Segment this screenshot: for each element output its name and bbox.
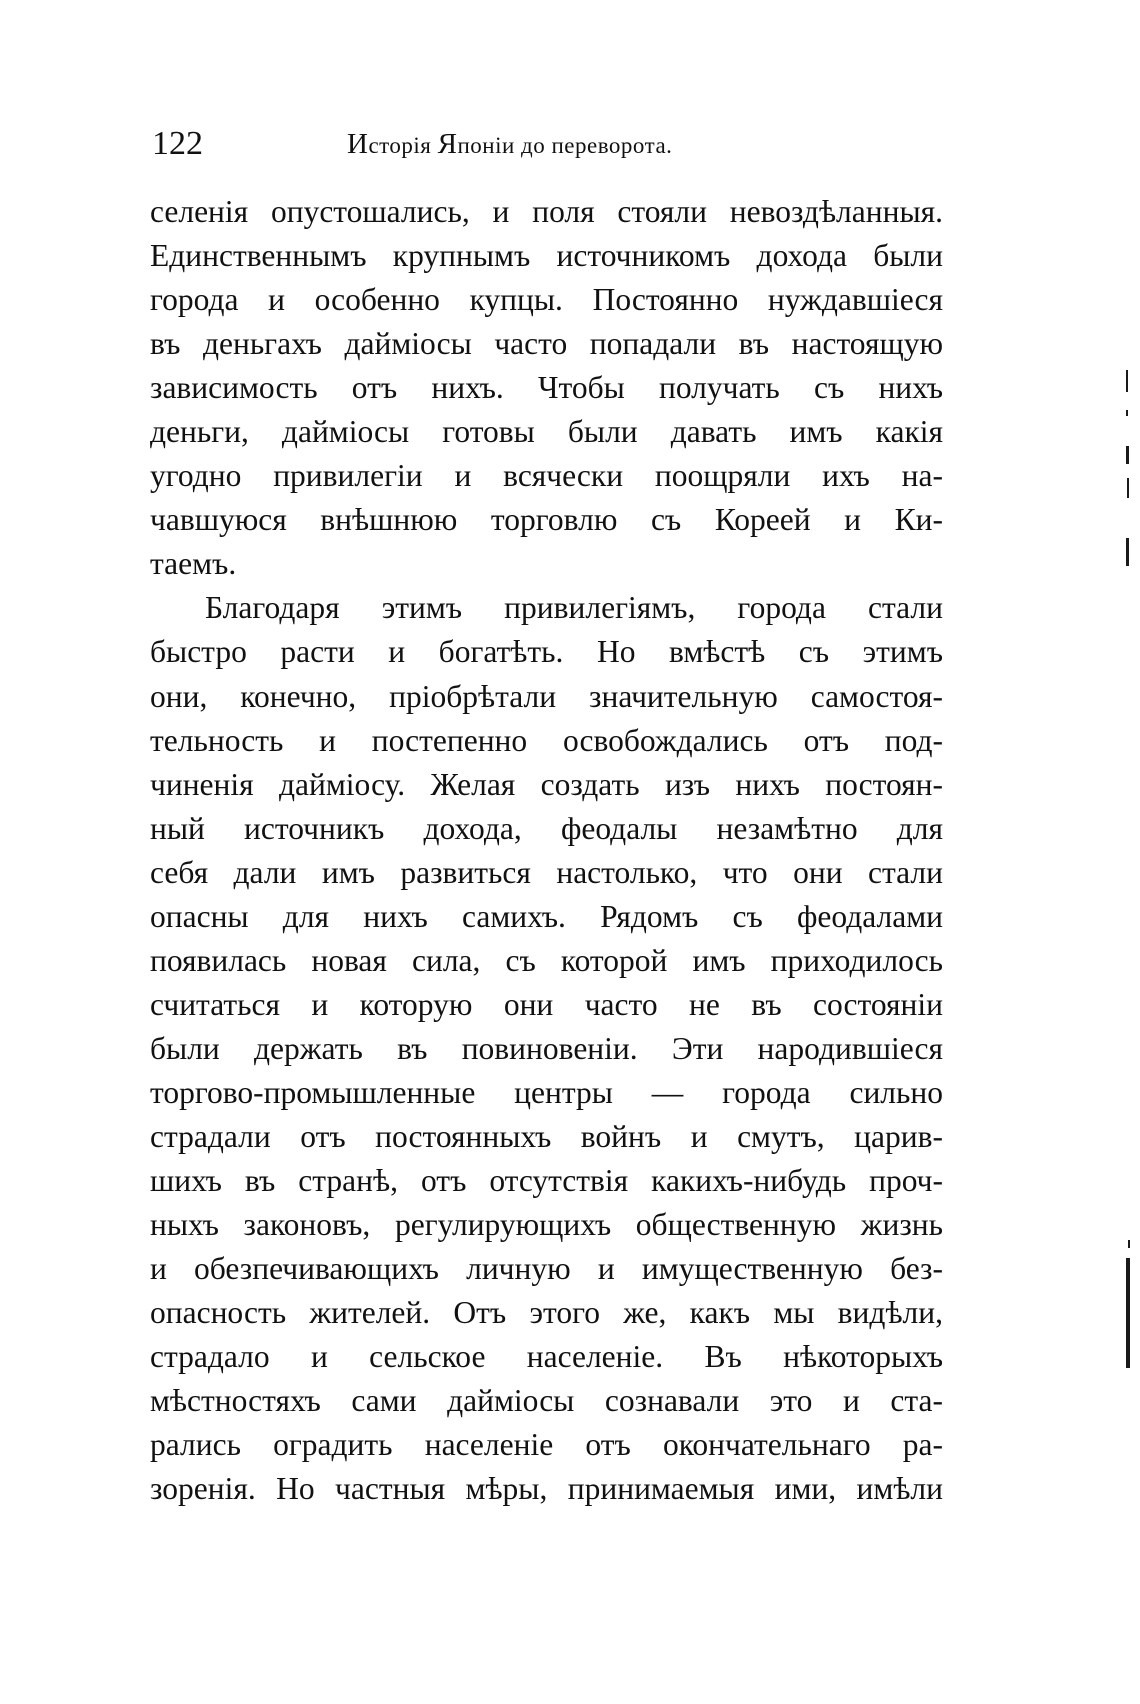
title-initial-2: Я — [437, 128, 458, 160]
text-line: опасны для нихъ самихъ. Рядомъ съ феодалами — [150, 898, 943, 934]
text-line: и обезпечивающихъ личную и имущественную без- — [150, 1251, 943, 1287]
text-line: ныхъ законовъ, регулирующихъ общественную жизнь — [150, 1207, 943, 1243]
text-line: шихъ въ странѣ, отъ отсутствія какихъ-нибудь проч- — [150, 1163, 943, 1199]
page-number: 122 — [152, 125, 203, 162]
text-line: чавшуюся внѣшнюю торговлю съ Кореей и Ки- — [150, 502, 943, 538]
paragraph-1 — [150, 190, 943, 586]
title-initial-1: И — [347, 128, 369, 160]
text-line: появилась новая сила, съ которой имъ приходилось — [150, 942, 943, 978]
body-text — [150, 190, 943, 1511]
scan-artifact — [1126, 446, 1129, 464]
text-line: были держать въ повиновеніи. Эти народившіеся — [150, 1030, 943, 1066]
text-line: себя дали имъ развиться настолько, что они стали — [150, 854, 943, 890]
text-line: тельность и постепенно освобождались отъ под- — [150, 722, 943, 758]
running-title — [347, 122, 672, 168]
text-line: мѣстностяхъ сами даймiосы сознавали это и ста- — [150, 1383, 943, 1419]
text-line: Единственнымъ крупнымъ источникомъ дохода были — [150, 238, 943, 274]
scan-artifact — [1126, 370, 1128, 392]
title-rest-2: поніи до переворота. — [457, 133, 673, 158]
scan-artifact — [1126, 1258, 1130, 1368]
text-line: они, конечно, пріобрѣтали значительную самостоя- — [150, 678, 943, 714]
text-line: чиненія даймiосу. Желая создать изъ нихъ постоян- — [150, 766, 943, 802]
text-line: быстро расти и богатѣть. Но вмѣстѣ съ этимъ — [150, 634, 943, 670]
text-line: города и особенно купцы. Постоянно нуждавшіеся — [150, 282, 943, 318]
text-line: угодно привилегіи и всячески поощряли ихъ на- — [150, 458, 943, 494]
text-line: зависимость отъ нихъ. Чтобы получать съ нихъ — [150, 370, 943, 406]
text-line: торгово-промышленные центры — города сильно — [150, 1074, 943, 1110]
title-rest-1: сторія — [368, 133, 438, 158]
scan-artifact — [1128, 1240, 1130, 1248]
text-line: ный источникъ дохода, феодалы незамѣтно для — [150, 810, 943, 846]
text-line: Благодаря этимъ привилегіямъ, города стали — [205, 590, 943, 626]
running-head — [152, 122, 952, 166]
scan-artifact — [1126, 410, 1128, 416]
text-line: таемъ. — [150, 546, 237, 582]
text-line: страдало и сельское населеніе. Въ нѣкоторыхъ — [150, 1339, 943, 1375]
text-line: считаться и которую они часто не въ состояніи — [150, 986, 943, 1022]
scan-artifact — [1127, 478, 1129, 498]
text-line: страдали отъ постоянныхъ войнъ и смутъ, царив- — [150, 1118, 943, 1154]
paragraph-2 — [150, 586, 943, 1511]
scan-artifact — [1126, 538, 1129, 566]
text-line: рались оградить населеніе отъ окончательнаго ра- — [150, 1427, 943, 1463]
text-line: зоренія. Но частныя мѣры, принимаемыя ими, имѣли — [150, 1471, 943, 1507]
text-line: деньги, даймiосы готовы были давать имъ какія — [150, 414, 943, 450]
text-line: въ деньгахъ дайміосы часто попадали въ настоящую — [150, 326, 943, 362]
text-line: опасность жителей. Отъ этого же, какъ мы видѣли, — [150, 1295, 943, 1331]
text-line: селенія опустошались, и поля стояли невоздѣланныя. — [150, 194, 943, 229]
